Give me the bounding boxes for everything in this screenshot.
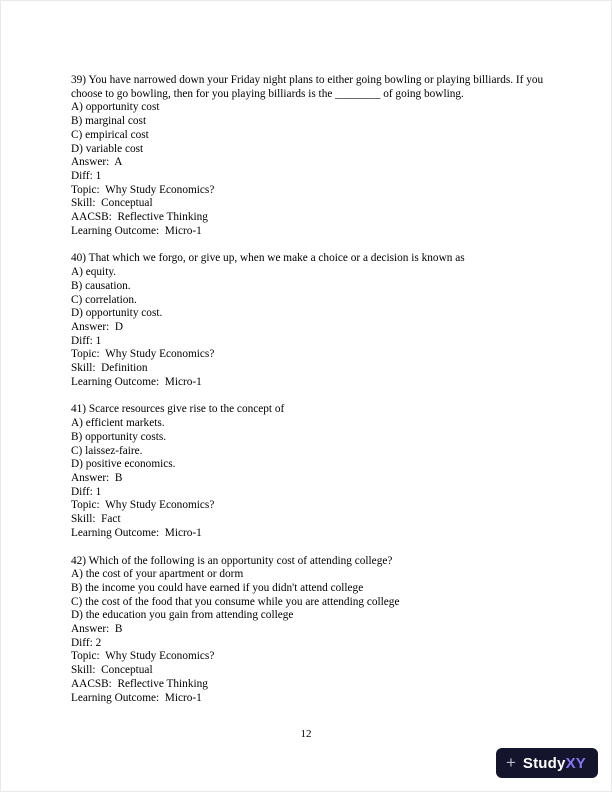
question-line: Topic: Why Study Economics? xyxy=(71,499,215,512)
page-content xyxy=(71,74,549,719)
question-lines xyxy=(71,417,549,540)
question-line: A) the cost of your apartment or dorm xyxy=(71,568,244,581)
question-line: Diff: 2 xyxy=(71,636,102,649)
question-lines xyxy=(71,266,549,389)
question-line: B) the income you could have earned if you didn't attend college xyxy=(71,581,364,594)
question-42 xyxy=(71,555,549,706)
question-line: C) laissez-faire. xyxy=(71,444,143,457)
question-lines xyxy=(71,568,549,705)
question-line: AACSB: Reflective Thinking xyxy=(71,211,208,224)
plus-icon: + xyxy=(505,752,516,772)
studyxy-logo-badge xyxy=(496,748,598,778)
page-number: 12 xyxy=(300,728,312,740)
question-line: Learning Outcome: Micro-1 xyxy=(71,526,202,539)
question-line: Skill: Conceptual xyxy=(71,197,153,210)
question-line: Answer: A xyxy=(71,156,123,169)
question-line: Topic: Why Study Economics? xyxy=(71,183,215,196)
question-41 xyxy=(71,403,549,540)
question-line: C) empirical cost xyxy=(71,128,149,141)
question-line: AACSB: Reflective Thinking xyxy=(71,677,208,690)
question-line: C) the cost of the food that you consume while you are attending college xyxy=(71,595,400,608)
question-line: Skill: Definition xyxy=(71,362,148,375)
question-line: C) correlation. xyxy=(71,293,137,306)
question-line: D) the education you gain from attending college xyxy=(71,609,294,622)
question-line: D) positive economics. xyxy=(71,458,176,471)
question-line: Diff: 1 xyxy=(71,485,102,498)
question-lines xyxy=(71,101,549,238)
question-line: Diff: 1 xyxy=(71,169,102,182)
question-line: A) opportunity cost xyxy=(71,101,160,114)
question-line: A) equity. xyxy=(71,266,117,279)
question-line: Answer: B xyxy=(71,623,123,636)
question-line: Diff: 1 xyxy=(71,334,102,347)
logo-text xyxy=(523,756,586,771)
question-40 xyxy=(71,252,549,389)
logo-text-study: Study xyxy=(522,754,566,772)
question-line: A) efficient markets. xyxy=(71,417,165,430)
question-stem: 41) Scarce resources give rise to the concept of xyxy=(71,403,285,416)
question-line: Topic: Why Study Economics? xyxy=(71,348,215,361)
question-line: Answer: D xyxy=(71,320,124,333)
question-line: D) opportunity cost. xyxy=(71,307,163,320)
question-line: Skill: Conceptual xyxy=(71,664,153,677)
question-line: Learning Outcome: Micro-1 xyxy=(71,224,202,237)
question-line: Learning Outcome: Micro-1 xyxy=(71,375,202,388)
question-line: Skill: Fact xyxy=(71,513,121,526)
question-stem: 40) That which we forgo, or give up, when we make a choice or a decision is known as xyxy=(71,252,465,265)
question-39 xyxy=(71,74,549,238)
question-line: B) causation. xyxy=(71,279,131,292)
question-stem: 39) You have narrowed down your Friday night plans to either going bowling or playing billiards. If you choose to go bowling, then for you playing billiards is the ________ of going bowling. xyxy=(71,74,547,100)
question-line: Topic: Why Study Economics? xyxy=(71,650,215,663)
question-line: D) variable cost xyxy=(71,142,144,155)
question-line: B) marginal cost xyxy=(71,115,147,128)
logo-text-xy: XY xyxy=(565,754,586,772)
question-line: Answer: B xyxy=(71,471,123,484)
question-line: B) opportunity costs. xyxy=(71,430,167,443)
question-stem: 42) Which of the following is an opportunity cost of attending college? xyxy=(71,554,393,567)
question-line: Learning Outcome: Micro-1 xyxy=(71,691,202,704)
